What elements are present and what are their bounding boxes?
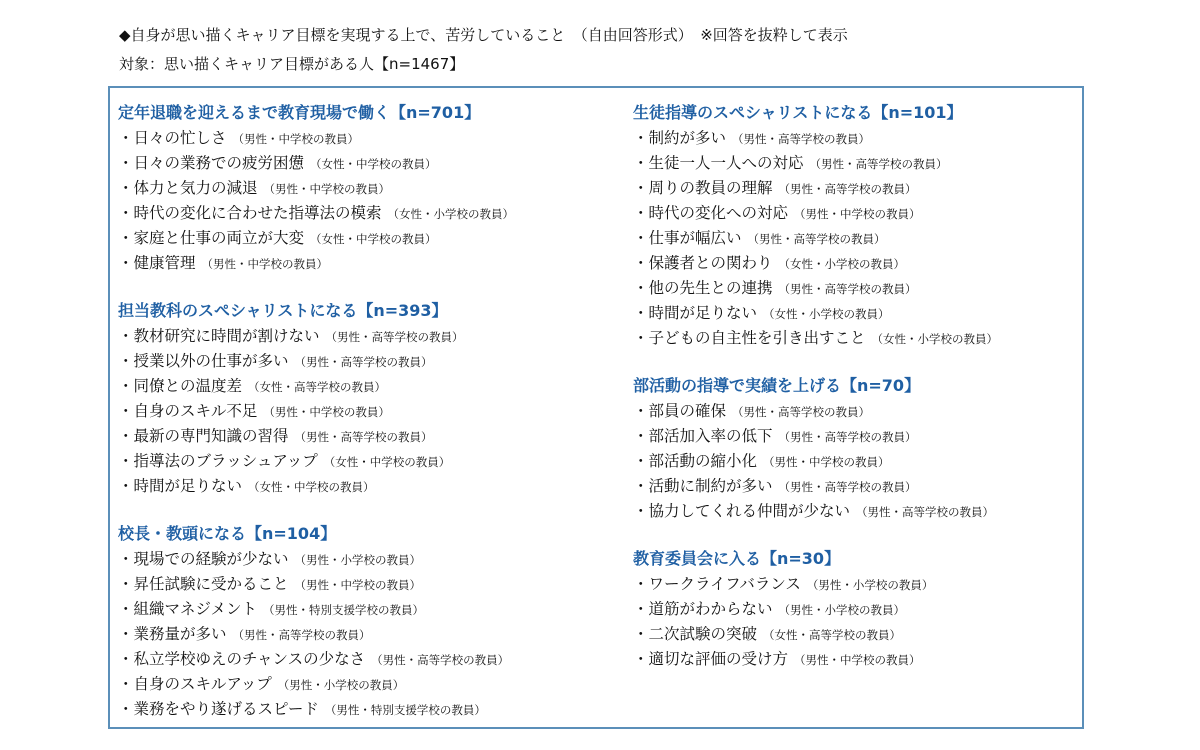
list-item — [633, 646, 1073, 671]
item-text: ・昇任試験に受かること — [118, 575, 289, 593]
section-subject-specialist — [118, 299, 608, 498]
item-text: ・活動に制約が多い — [633, 477, 773, 495]
item-meta: （男性・高等学校の教員） — [732, 405, 871, 419]
item-text: ・協力してくれる仲間が少ない — [633, 502, 851, 520]
item-text: ・部活動の縮小化 — [633, 452, 758, 470]
list-item — [118, 250, 608, 275]
item-text: ・仕事が幅広い — [633, 229, 742, 247]
list-item — [633, 448, 1073, 473]
survey-target: 対象：思い描くキャリア目標がある人【n=1467】 — [119, 55, 465, 73]
section-retirement — [118, 101, 608, 275]
list-item — [118, 621, 608, 646]
section-board-of-education — [633, 547, 1073, 671]
list-item — [118, 323, 608, 348]
item-text: ・自身のスキルアップ — [118, 675, 272, 693]
item-text: ・現場での経験が少ない — [118, 550, 289, 568]
section-guidance-specialist — [633, 101, 1073, 350]
section-title: 教育委員会に入る【n=30】 — [633, 549, 841, 568]
item-meta: （男性・小学校の教員） — [806, 578, 934, 592]
item-meta: （女性・小学校の教員） — [871, 332, 999, 346]
list-item — [633, 423, 1073, 448]
item-text: ・周りの教員の理解 — [633, 179, 773, 197]
item-meta: （男性・特別支援学校の教員） — [263, 603, 425, 617]
list-item — [633, 225, 1073, 250]
list-item — [118, 473, 608, 498]
list-item — [118, 448, 608, 473]
item-text: ・体力と気力の減退 — [118, 179, 258, 197]
item-meta: （女性・中学校の教員） — [310, 157, 437, 171]
list-item — [633, 125, 1073, 150]
item-meta: （男性・小学校の教員） — [778, 603, 906, 617]
list-item — [118, 373, 608, 398]
item-text: ・業務をやり遂げるスピード — [118, 700, 319, 718]
item-meta: （男性・高等学校の教員） — [232, 628, 371, 642]
item-meta: （男性・高等学校の教員） — [778, 480, 917, 494]
list-item — [118, 225, 608, 250]
right-column — [633, 101, 1073, 671]
section-title: 校長・教頭になる【n=104】 — [118, 524, 337, 543]
item-meta: （男性・小学校の教員） — [294, 553, 422, 567]
item-meta: （男性・高等学校の教員） — [371, 653, 510, 667]
item-meta: （女性・高等学校の教員） — [248, 380, 387, 394]
list-item — [118, 696, 608, 721]
list-item — [118, 596, 608, 621]
item-meta: （男性・高等学校の教員） — [294, 355, 433, 369]
list-item — [118, 175, 608, 200]
section-title: 担当教科のスペシャリストになる【n=393】 — [118, 301, 448, 320]
section-title: 部活動の指導で実績を上げる【n=70】 — [633, 376, 921, 395]
section-title: 定年退職を迎えるまで教育現場で働く【n=701】 — [118, 103, 481, 122]
item-meta: （男性・中学校の教員） — [294, 578, 422, 592]
item-text: ・子どもの自主性を引き出すこと — [633, 329, 866, 347]
list-item — [118, 200, 608, 225]
list-item — [633, 621, 1073, 646]
item-meta: （男性・特別支援学校の教員） — [324, 703, 486, 717]
item-meta: （男性・中学校の教員） — [763, 455, 890, 469]
item-meta: （男性・高等学校の教員） — [778, 182, 917, 196]
item-text: ・同僚との温度差 — [118, 377, 243, 395]
item-meta: （男性・中学校の教員） — [201, 257, 329, 271]
item-meta: （男性・高等学校の教員） — [778, 430, 917, 444]
list-item — [633, 398, 1073, 423]
item-meta: （男性・中学校の教員） — [794, 653, 921, 667]
item-meta: （男性・中学校の教員） — [263, 405, 390, 419]
item-meta: （女性・中学校の教員） — [310, 232, 437, 246]
item-text: ・時代の変化への対応 — [633, 204, 789, 222]
item-meta: （男性・中学校の教員） — [263, 182, 391, 196]
item-text: ・私立学校ゆえのチャンスの少なさ — [118, 650, 366, 668]
item-text: ・日々の業務での疲労困憊 — [118, 154, 305, 172]
item-text: ・指導法のブラッシュアップ — [118, 452, 318, 470]
item-text: ・保護者との関わり — [633, 254, 773, 272]
item-meta: （女性・中学校の教員） — [248, 480, 375, 494]
item-meta: （男性・高等学校の教員） — [294, 430, 433, 444]
item-text: ・教材研究に時間が割けない — [118, 327, 320, 345]
item-text: ・授業以外の仕事が多い — [118, 352, 289, 370]
item-text: ・時間が足りない — [118, 477, 243, 495]
item-text: ・制約が多い — [633, 129, 727, 147]
item-meta: （男性・高等学校の教員） — [856, 505, 995, 519]
list-item — [633, 325, 1073, 350]
item-text: ・他の先生との連携 — [633, 279, 773, 297]
list-item — [633, 473, 1073, 498]
item-text: ・最新の専門知識の習得 — [118, 427, 289, 445]
item-meta: （男性・高等学校の教員） — [778, 282, 917, 296]
list-item — [633, 596, 1073, 621]
item-text: ・時代の変化に合わせた指導法の模索 — [118, 204, 382, 222]
item-meta: （女性・小学校の教員） — [778, 257, 906, 271]
item-meta: （男性・高等学校の教員） — [732, 132, 871, 146]
item-meta: （女性・小学校の教員） — [387, 207, 515, 221]
item-text: ・二次試験の突破 — [633, 625, 758, 643]
list-item — [118, 348, 608, 373]
list-item — [633, 571, 1073, 596]
list-item — [633, 300, 1073, 325]
item-text: ・適切な評価の受け方 — [633, 650, 789, 668]
list-item — [633, 200, 1073, 225]
list-item — [118, 125, 608, 150]
item-meta: （男性・小学校の教員） — [277, 678, 405, 692]
item-meta: （女性・高等学校の教員） — [763, 628, 902, 642]
item-meta: （男性・高等学校の教員） — [747, 232, 886, 246]
item-meta: （男性・中学校の教員） — [794, 207, 921, 221]
item-text: ・部活加入率の低下 — [633, 427, 773, 445]
list-item — [118, 646, 608, 671]
list-item — [633, 250, 1073, 275]
list-item — [118, 398, 608, 423]
item-text: ・組織マネジメント — [118, 600, 258, 618]
item-text: ・日々の忙しさ — [118, 129, 227, 147]
item-text: ・道筋がわからない — [633, 600, 773, 618]
section-club-activities — [633, 374, 1073, 523]
list-item — [118, 671, 608, 696]
survey-question: ◆自身が思い描くキャリア目標を実現する上で、苦労していること （自由回答形式） ※回答を抜粋して表示 — [119, 26, 848, 44]
item-meta: （男性・中学校の教員） — [232, 132, 360, 146]
list-item — [118, 546, 608, 571]
item-text: ・生徒一人一人への対応 — [633, 154, 804, 172]
item-text: ・家庭と仕事の両立が大変 — [118, 229, 305, 247]
list-item — [118, 571, 608, 596]
left-column — [118, 101, 608, 721]
item-text: ・業務量が多い — [118, 625, 227, 643]
item-meta: （男性・高等学校の教員） — [809, 157, 948, 171]
item-text: ・部員の確保 — [633, 402, 727, 420]
item-meta: （女性・小学校の教員） — [763, 307, 890, 321]
list-item — [633, 498, 1073, 523]
item-meta: （女性・中学校の教員） — [323, 455, 451, 469]
item-meta: （男性・高等学校の教員） — [325, 330, 464, 344]
list-item — [633, 150, 1073, 175]
list-item — [633, 275, 1073, 300]
section-principal — [118, 522, 608, 721]
item-text: ・ワークライフバランス — [633, 575, 801, 593]
list-item — [633, 175, 1073, 200]
item-text: ・健康管理 — [118, 254, 196, 272]
list-item — [118, 423, 608, 448]
list-item — [118, 150, 608, 175]
item-text: ・自身のスキル不足 — [118, 402, 258, 420]
section-title: 生徒指導のスペシャリストになる【n=101】 — [633, 103, 963, 122]
item-text: ・時間が足りない — [633, 304, 758, 322]
